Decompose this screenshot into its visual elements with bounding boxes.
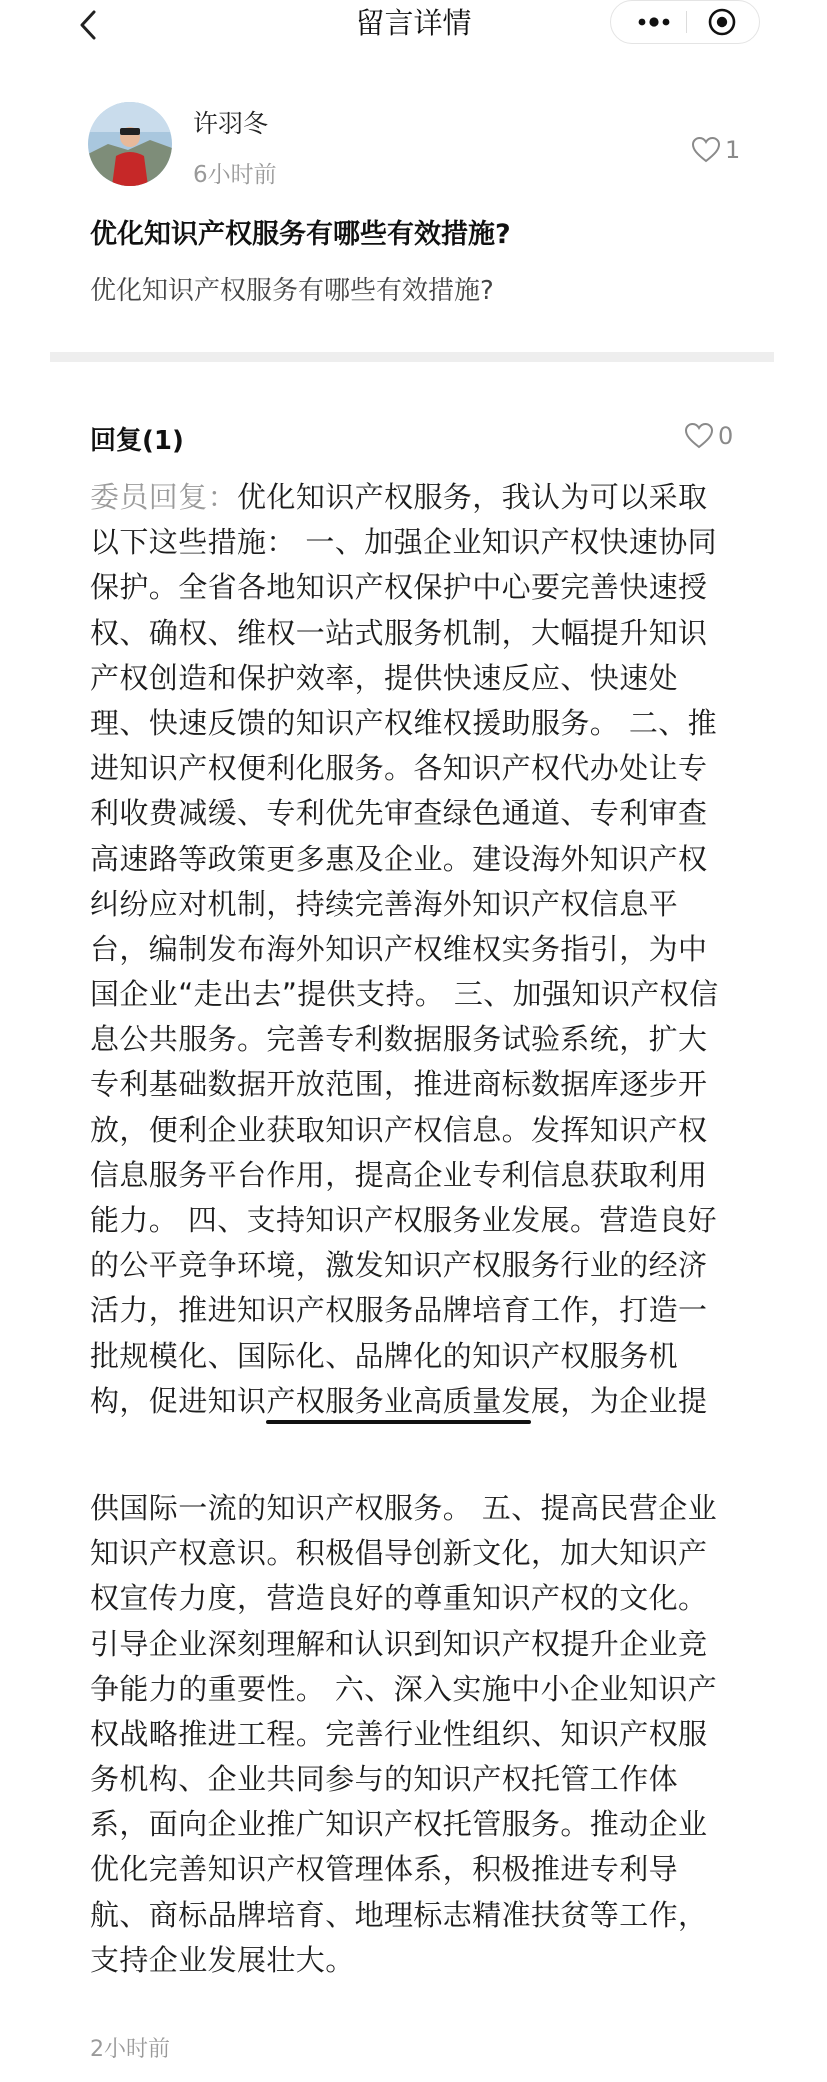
reply-line: 信息服务平台作用，提高企业专利信息获取利用 [90,1157,708,1192]
reply-line: 优化完善知识产权管理体系，积极推进专利导 [90,1852,679,1887]
reply-header: 回复(1) [90,426,184,456]
section-divider [50,352,774,362]
target-circle-icon[interactable] [705,6,739,38]
post-like-button[interactable] [691,134,740,166]
avatar[interactable] [88,102,172,186]
reply-like-button[interactable] [684,420,733,452]
avatar-photo [88,102,172,186]
page-title: 留言详情 [355,6,472,40]
reply-line: 高速路等政策更多惠及企业。建设海外知识产权 [90,841,708,876]
heart-outline-icon [691,136,721,164]
reply-prefix: 委员回复： [90,480,238,514]
reply-line: 航、商标品牌培育、地理标志精准扶贫等工作， [90,1897,708,1932]
underlined-text: 产权服务业高质量发 [266,1383,532,1418]
reply-line-text: 构，促进知识 [90,1383,267,1418]
reply-line-underlined [90,1379,750,1424]
reply-line: 支持企业发展壮大。 [90,1942,355,1977]
reply-line [90,475,750,520]
post-time: 6小时前 [193,162,277,188]
reply-line-text: 优化知识产权服务，我认为可以采取 [237,480,708,514]
reply-line: 产权创造和保护效率，提供快速反应、快速处 [90,660,679,695]
reply-line: 引导企业深刻理解和认识到知识产权提升企业竞 [90,1626,708,1661]
question-body: 优化知识产权服务有哪些有效措施? [90,276,494,306]
more-dots-icon[interactable] [629,6,679,38]
heart-outline-icon [684,422,714,450]
reply-line: 权、确权、维权一站式服务机制，大幅提升知识 [90,615,708,650]
reply-line: 批规模化、国际化、品牌化的知识产权服务机 [90,1338,679,1373]
reply-line: 放，便利企业获取知识产权信息。发挥知识产权 [90,1112,708,1147]
reply-line: 理、快速反馈的知识产权维权援助服务。 二、推 [90,705,718,740]
reply-time: 2小时前 [90,2037,170,2062]
reply-line: 争能力的重要性。 六、深入实施中小企业知识产 [90,1671,718,1706]
reply-like-count: 0 [718,422,734,450]
post-like-count: 1 [725,136,741,164]
reply-body [90,475,750,1983]
reply-line: 供国际一流的知识产权服务。 五、提高民营企业 [90,1490,718,1525]
reply-line: 利收费减缓、专利优先审查绿色通道、专利审查 [90,796,708,831]
reply-line: 权战略推进工程。完善行业性组织、知识产权服 [90,1716,708,1751]
reply-line: 保护。全省各地知识产权保护中心要完善快速授 [90,570,708,605]
question-title: 优化知识产权服务有哪些有效措施? [90,219,511,250]
reply-line: 国企业“走出去”提供支持。 三、加强知识产权信 [90,977,719,1012]
reply-line: 权宣传力度，营造良好的尊重知识产权的文化。 [90,1581,708,1616]
capsule-divider [686,11,687,33]
reply-line: 以下这些措施： 一、加强企业知识产权快速协同 [90,525,718,560]
mini-program-capsule [610,0,760,44]
reply-line: 知识产权意识。积极倡导创新文化，加大知识产 [90,1536,708,1571]
reply-line: 进知识产权便利化服务。各知识产权代办处让专 [90,751,708,786]
reply-line: 系，面向企业推广知识产权托管服务。推动企业 [90,1807,708,1842]
reply-line: 务机构、企业共同参与的知识产权托管工作体 [90,1762,679,1797]
author-name[interactable]: 许羽冬 [193,109,269,138]
reply-line: 的公平竞争环境，激发知识产权服务行业的经济 [90,1248,708,1283]
reply-line: 能力。 四、支持知识产权服务业发展。营造良好 [90,1203,718,1237]
reply-line: 息公共服务。完善专利数据服务试验系统，扩大 [90,1022,708,1057]
reply-line-text: 展，为企业提 [531,1383,708,1418]
reply-line: 专利基础数据开放范围，推进商标数据库逐步开 [90,1067,708,1102]
paragraph-gap [90,1424,750,1486]
reply-line: 纠纷应对机制，持续完善海外知识产权信息平 [90,886,679,921]
reply-line: 活力，推进知识产权服务品牌培育工作，打造一 [90,1293,708,1328]
reply-line: 台，编制发布海外知识产权维权实务指引，为中 [90,931,708,966]
nav-bar [0,0,827,50]
